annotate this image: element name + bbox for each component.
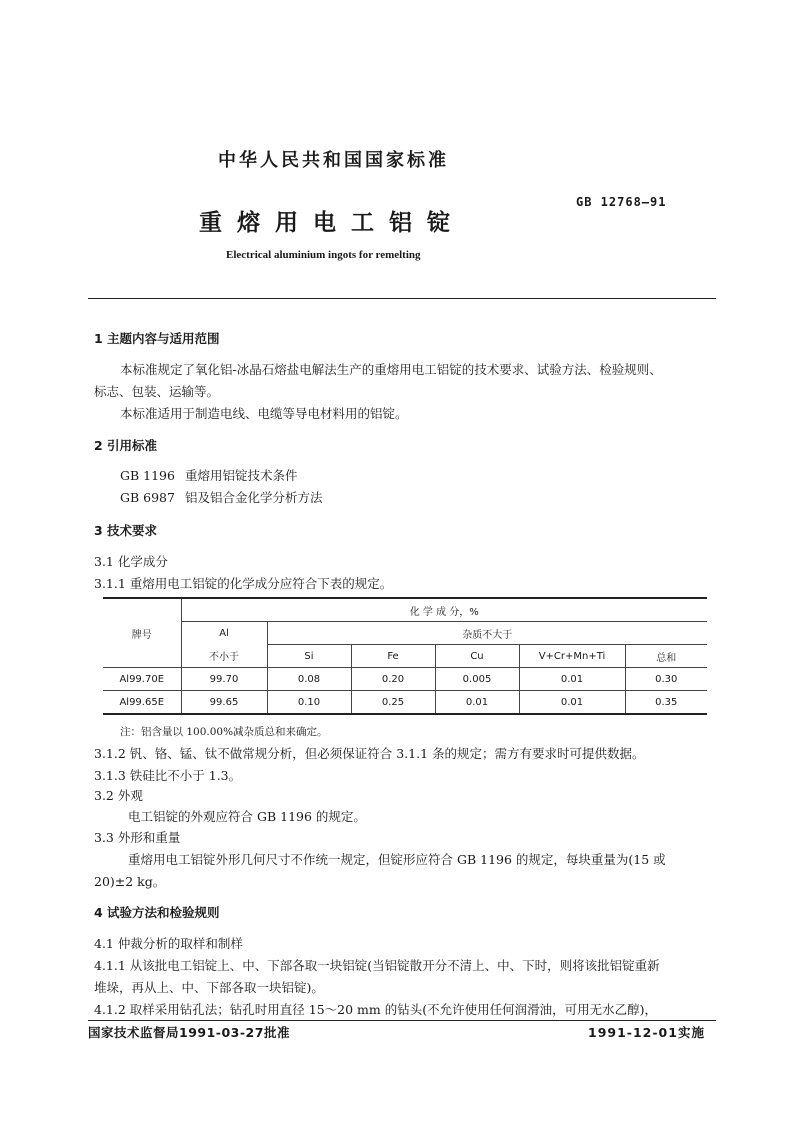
cell-total: 0.35 — [625, 691, 707, 715]
cell-total: 0.30 — [625, 668, 707, 691]
cell-si: 0.08 — [267, 668, 351, 691]
table-note: 注：铝含量以 100.00%减杂质总和来确定。 — [120, 726, 328, 738]
reference-1-title: 重熔用铝锭技术条件 — [185, 468, 298, 483]
header-v-cr-mn-ti: V+Cr+Mn+Ti — [519, 645, 625, 668]
section-4-heading: 4 试验方法和检验规则 — [94, 905, 220, 920]
section-1-paragraph-2: 本标准适用于制造电线、电缆等导电材料用的铝锭。 — [120, 406, 408, 421]
cell-cu: 0.005 — [435, 668, 519, 691]
clause-4-1-2: 4.1.2 取样采用钻孔法；钻孔时用直径 15～20 mm 的钻头(不允许使用任何润滑油，可用无水乙醇)， — [94, 1002, 657, 1017]
cell-si: 0.10 — [267, 691, 351, 715]
header-impurity: 杂质不大于 — [267, 622, 707, 645]
header-cu: Cu — [435, 645, 519, 668]
clause-4-1-1-line-2: 堆垛，再从上、中、下部各取一块铝锭)。 — [94, 980, 324, 995]
document-title: 重熔用电工铝锭 — [199, 210, 465, 236]
section-3-heading: 3 技术要求 — [94, 523, 158, 538]
reference-2-title: 铝及铝合金化学分析方法 — [185, 490, 323, 505]
implementation-date: 1991-12-01实施 — [588, 1025, 705, 1040]
reference-2-code: GB 6987 — [120, 490, 175, 505]
clause-3-1-2: 3.1.2 钒、铬、锰、钛不做常规分析，但必须保证符合 3.1.1 条的规定；需方有要求时可提供数据。 — [94, 746, 645, 761]
table-row — [103, 691, 707, 715]
clause-3-3-line-1: 重熔用电工铝锭外形几何尺寸不作统一规定，但锭形应符合 GB 1196 的规定，每块重量为(15 或 — [128, 852, 666, 867]
cell-al: 99.65 — [181, 691, 267, 715]
header-si: Si — [267, 645, 351, 668]
clause-3-1: 3.1 化学成分 — [94, 554, 168, 569]
table-row — [103, 668, 707, 691]
section-1-heading: 1 主题内容与适用范围 — [94, 331, 220, 346]
clause-3-3: 3.3 外形和重量 — [94, 830, 181, 845]
header-divider — [88, 298, 716, 299]
cell-grade: Al99.65E — [103, 691, 181, 715]
clause-3-1-1: 3.1.1 重熔用电工铝锭的化学成分应符合下表的规定。 — [94, 576, 393, 591]
clause-4-1-1-line-1: 4.1.1 从该批电工铝锭上、中、下部各取一块铝锭(当铝锭散开分不清上、中、下时，则将该批铝锭重新 — [94, 958, 660, 973]
cell-v-cr-mn-ti: 0.01 — [519, 691, 625, 715]
footer-divider — [88, 1020, 716, 1021]
clause-3-2-text: 电工铝锭的外观应符合 GB 1196 的规定。 — [128, 809, 366, 824]
header-al: Al — [181, 622, 267, 645]
section-2-heading: 2 引用标准 — [94, 438, 158, 453]
cell-al: 99.70 — [181, 668, 267, 691]
clause-3-2: 3.2 外观 — [94, 788, 143, 803]
cell-grade: Al99.70E — [103, 668, 181, 691]
clause-3-1-3: 3.1.3 铁硅比不小于 1.3。 — [94, 768, 242, 783]
header-al-min: 不小于 — [181, 645, 267, 668]
header-grade: 牌号 — [103, 598, 181, 668]
section-1-paragraph-1-line-2: 标志、包装、运输等。 — [94, 384, 220, 399]
clause-4-1: 4.1 仲裁分析的取样和制样 — [94, 936, 243, 951]
document-title-english: Electrical aluminium ingots for remelting — [226, 249, 421, 261]
clause-3-3-line-2: 20)±2 kg。 — [94, 874, 166, 889]
approval-date: 国家技术监督局1991-03-27批准 — [88, 1025, 290, 1040]
header-fe: Fe — [351, 645, 435, 668]
section-1-paragraph-1-line-1: 本标准规定了氧化铝-冰晶石熔盐电解法生产的重熔用电工铝锭的技术要求、试验方法、检验规则、 — [120, 362, 662, 377]
chemical-composition-table — [103, 597, 707, 715]
standard-number: GB 12768—91 — [576, 195, 667, 209]
header-total: 总和 — [625, 645, 707, 668]
cell-fe: 0.25 — [351, 691, 435, 715]
cell-cu: 0.01 — [435, 691, 519, 715]
cell-fe: 0.20 — [351, 668, 435, 691]
cell-v-cr-mn-ti: 0.01 — [519, 668, 625, 691]
reference-1-code: GB 1196 — [120, 468, 175, 483]
header-chemical-composition: 化 学 成 分，% — [181, 598, 707, 622]
national-standard-heading: 中华人民共和国国家标准 — [218, 150, 449, 171]
